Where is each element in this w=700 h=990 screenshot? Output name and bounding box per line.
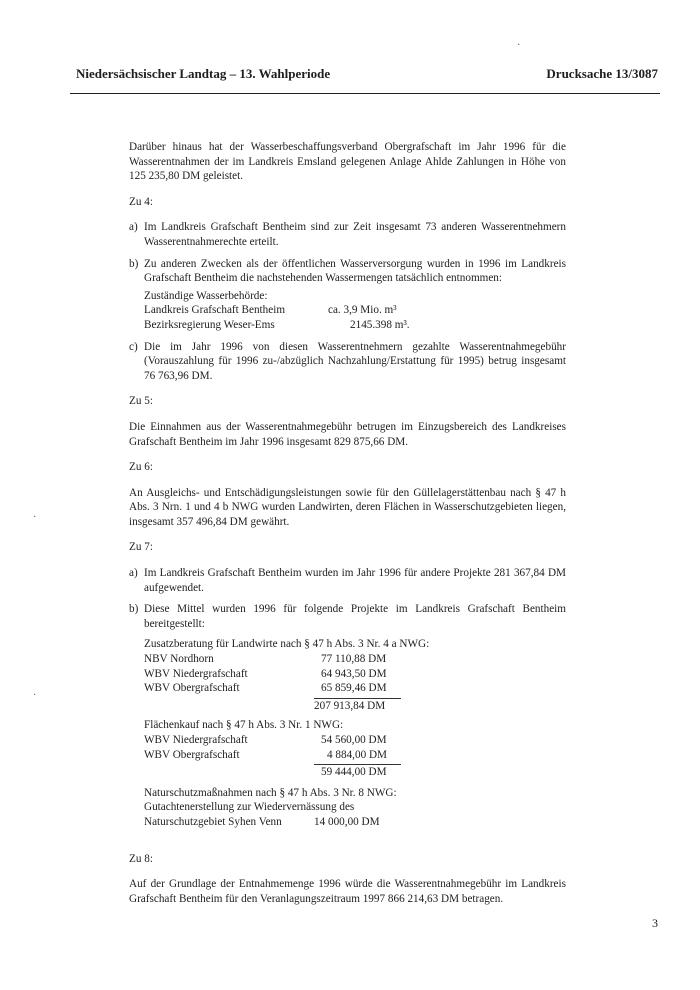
list-item-a [129,220,566,249]
section-text-zu6: An Ausgleichs- und Entschädigungsleistungen sowie für den Güllelagerstättenbau nach § 47 h Abs. 3 Nrn. 1 und 4 b NWG wurden Landwirten, deren Flächen in Wasserschutzgebieten liegen, insgesamt 357 496,84 DM gewährt. [129,486,566,528]
list-item-b [129,257,566,333]
list-item-b [129,602,566,829]
project-value: 64 943,50 DM [321,667,387,680]
section-heading-zu6: Zu 6: [129,461,153,474]
total-row [144,765,566,780]
project-value: 14 000,00 DM [314,815,380,828]
item-label: b) [129,257,139,270]
table-row [144,733,566,748]
total-row [144,699,566,714]
document-number: Drucksache 13/3087 [546,66,658,81]
item-text: Im Landkreis Grafschaft Bentheim wurden im Jahr 1996 für andere Projekte 281 367,84 DM aufgewendet. [144,567,566,594]
authority-value: ca. 3,9 Mio. m³ [328,304,397,317]
table-heading: Zuständige Wasserbehörde: [144,289,268,302]
project-name: Naturschutzgebiet Syhen Venn [144,815,282,828]
list-item-a [129,566,566,595]
document-body [129,140,566,906]
table-row [144,318,566,333]
project-name: NBV Nordhorn [144,653,214,666]
group-title: Zusatzberatung für Landwirte nach § 47 h Abs. 3 Nr. 4 a NWG: [144,638,430,651]
project-name: WBV Obergrafschaft [144,682,240,695]
table-row [144,652,566,667]
table-row [144,667,566,682]
project-value: 77 110,88 DM [321,653,387,666]
project-description: Gutachtenerstellung zur Wiedervernässung des [144,801,355,814]
group-total: 207 913,84 DM [314,699,386,712]
project-group-3 [144,786,566,830]
project-name: WBV Niedergrafschaft [144,734,248,746]
table-row [144,303,566,318]
page-header [76,66,658,88]
project-value: 4 884,00 DM [327,748,387,761]
intro-paragraph: Darüber hinaus hat der Wasserbeschaffungsverband Obergrafschaft im Jahr 1996 für die Wasserentnahmen der im Landkreis Emsland gelegenen Anlage Ahlde Zahlungen in Höhe von 125 235,80 DM geleistet. [129,141,566,183]
project-group-1 [144,637,566,713]
section-heading-zu4: Zu 4: [129,195,153,208]
table-row [144,748,566,763]
group-title: Naturschutzmaßnahmen nach § 47 h Abs. 3 Nr. 8 NWG: [144,786,397,799]
item-label: c) [129,340,138,353]
item-text: Diese Mittel wurden 1996 für folgende Projekte im Landkreis Grafschaft Bentheim bereitgestellt: [144,603,566,630]
section-heading-zu8: Zu 8: [129,852,153,865]
project-value: 54 560,00 DM [321,734,387,746]
item-text: Zu anderen Zwecken als der öffentlichen Wasserversorgung wurden in 1996 im Landkreis Grafschaft Bentheim die nachstehenden Wassermengen tatsächlich entnommen: [144,257,566,285]
table-row [144,815,566,830]
authority-name: Landkreis Grafschaft Bentheim [144,304,286,317]
page-number: 3 [652,916,658,930]
item-label: a) [129,221,138,234]
project-value: 65 859,46 DM [321,682,387,695]
item-text: Die im Jahr 1996 von diesen Wasserentnehmern gezahlte Wasserentnahmegebühr (Vorauszahlung für 1996 zu-/abzüglich Nachzahlung/Erstattung für 1995) betrug insgesamt 76 763,96 DM. [144,340,566,382]
item-label: b) [129,603,139,616]
authority-table [144,289,566,333]
table-row [144,681,566,696]
group-title: Flächenkauf nach § 47 h Abs. 3 Nr. 1 NWG: [144,719,344,732]
section-heading-zu7: Zu 7: [129,541,153,554]
authority-value: 2145.398 m³. [350,318,410,331]
parliament-title: Niedersächsischer Landtag – 13. Wahlperiode [76,66,331,81]
section-text-zu8: Auf der Grundlage der Entnahmemenge 1996 würde die Wasserentnahmegebühr im Landkreis Grafschaft Bentheim für den Veranlagungszeitraum 1997 866 214,63 DM betragen. [129,878,566,905]
authority-name: Bezirksregierung Weser-Ems [144,318,275,331]
project-name: WBV Niedergrafschaft [144,667,248,680]
group-total: 59 444,00 DM [321,766,387,779]
scan-speck: · [33,512,37,523]
item-text: Im Landkreis Grafschaft Bentheim sind zur Zeit insgesamt 73 anderen Wasserentnehmern Wasserentnahmerechte erteilt. [144,221,566,248]
header-divider [70,93,660,94]
scan-speck: · [517,40,521,51]
item-label: a) [129,567,138,580]
scan-speck: · [33,690,37,701]
list-item-c [129,340,566,384]
project-group-2 [144,718,566,779]
project-name: WBV Obergrafschaft [144,748,240,761]
section-text-zu5: Die Einnahmen aus der Wasserentnahmegebühr betrugen im Einzugsbereich des Landkreises Grafschaft Bentheim im Jahr 1996 insgesamt 829 875,66 DM. [129,420,566,448]
section-heading-zu5: Zu 5: [129,395,153,408]
